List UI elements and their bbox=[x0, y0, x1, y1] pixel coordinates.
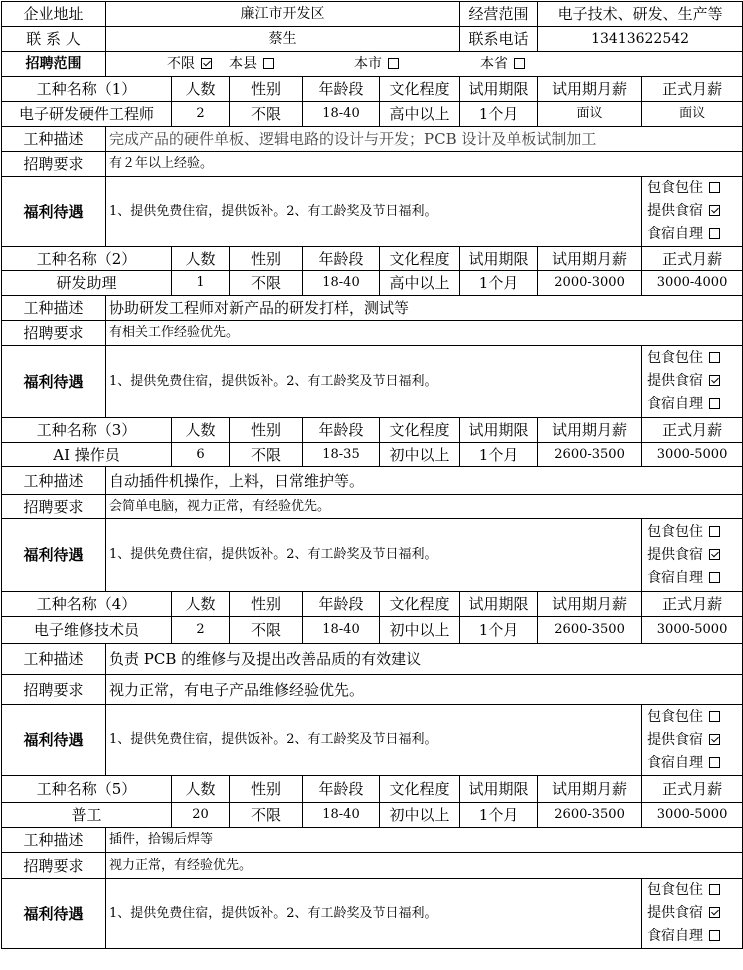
job-count: 6 bbox=[172, 443, 230, 467]
checkbox-icon[interactable] bbox=[709, 526, 720, 537]
job-formal-salary: 3000-5000 bbox=[642, 617, 743, 644]
column-header-age: 年龄段 bbox=[303, 418, 380, 443]
benefit-options bbox=[642, 177, 743, 247]
scope-option-label: 本市 bbox=[354, 55, 382, 72]
benefit-option[interactable] bbox=[645, 200, 739, 223]
job-description-row bbox=[2, 296, 743, 321]
job-trial-salary: 面议 bbox=[538, 102, 642, 127]
scope-option[interactable] bbox=[229, 56, 354, 73]
benefit-option-label: 包食包住 bbox=[647, 180, 704, 196]
benefit-option[interactable] bbox=[645, 902, 739, 925]
job-gender: 不限 bbox=[230, 102, 303, 127]
job-count: 2 bbox=[172, 102, 230, 127]
scope-option[interactable] bbox=[354, 56, 480, 73]
checkbox-icon[interactable] bbox=[709, 757, 720, 768]
job-trial-period: 1个月 bbox=[460, 102, 538, 127]
checked-checkbox-icon[interactable] bbox=[709, 205, 720, 216]
checkbox-icon[interactable] bbox=[709, 352, 720, 363]
description-label: 工种描述 bbox=[2, 467, 106, 495]
benefit-label: 福利待遇 bbox=[2, 346, 106, 418]
benefit-option-label: 提供食宿 bbox=[647, 905, 704, 921]
scope-options bbox=[106, 52, 743, 77]
checked-checkbox-icon[interactable] bbox=[709, 907, 720, 918]
job-title-header: 工种名称（5） bbox=[2, 776, 172, 803]
job-benefit: 1、提供免费住宿，提供饭补。2、有工龄奖及节日福利。 bbox=[106, 879, 642, 949]
column-header-gender: 性别 bbox=[230, 247, 303, 271]
checkbox-icon[interactable] bbox=[709, 572, 720, 583]
benefit-option-label: 包食包住 bbox=[647, 523, 704, 540]
job-formal-salary: 3000-5000 bbox=[642, 443, 743, 467]
column-header-count: 人数 bbox=[172, 247, 230, 271]
column-header-education: 文化程度 bbox=[380, 592, 460, 617]
benefit-option-label: 包食包住 bbox=[647, 350, 704, 366]
column-header-education: 文化程度 bbox=[380, 77, 460, 102]
checkbox-icon[interactable] bbox=[709, 711, 720, 722]
job-benefit-row bbox=[2, 705, 743, 776]
requirement-label: 招聘要求 bbox=[2, 321, 106, 346]
checked-checkbox-icon[interactable] bbox=[709, 549, 720, 560]
job-requirement: 视力正常，有经验优先。 bbox=[106, 853, 743, 879]
job-age: 18-40 bbox=[303, 617, 380, 644]
checked-checkbox-icon[interactable] bbox=[709, 375, 720, 386]
job-requirement-row bbox=[2, 495, 743, 519]
checkbox-icon[interactable] bbox=[388, 58, 399, 69]
checkbox-icon[interactable] bbox=[514, 58, 525, 69]
job-title-header: 工种名称（4） bbox=[2, 592, 172, 617]
job-requirement: 会简单电脑，视力正常，有经验优先。 bbox=[106, 495, 743, 519]
column-header-trial_period: 试用期限 bbox=[460, 247, 538, 271]
benefit-option-label: 提供食宿 bbox=[647, 373, 704, 389]
description-label: 工种描述 bbox=[2, 296, 106, 321]
job-name: 研发助理 bbox=[2, 271, 172, 296]
phone-value: 13413622542 bbox=[538, 27, 743, 52]
column-header-trial_period: 试用期限 bbox=[460, 592, 538, 617]
job-formal-salary: 3000-4000 bbox=[642, 271, 743, 296]
job-header-row bbox=[2, 418, 743, 443]
job-requirement-row bbox=[2, 321, 743, 346]
column-header-education: 文化程度 bbox=[380, 418, 460, 443]
address-value: 廉江市开发区 bbox=[106, 2, 460, 27]
description-label: 工种描述 bbox=[2, 644, 106, 675]
benefit-options bbox=[642, 879, 743, 949]
job-gender: 不限 bbox=[230, 271, 303, 296]
job-trial-salary: 2600-3500 bbox=[538, 617, 642, 644]
job-trial-period: 1个月 bbox=[460, 443, 538, 467]
job-trial-salary: 2600-3500 bbox=[538, 803, 642, 828]
checked-checkbox-icon[interactable] bbox=[201, 58, 212, 69]
column-header-age: 年龄段 bbox=[303, 247, 380, 271]
column-header-age: 年龄段 bbox=[303, 77, 380, 102]
job-education: 初中以上 bbox=[380, 803, 460, 828]
column-header-gender: 性别 bbox=[230, 77, 303, 102]
job-education: 初中以上 bbox=[380, 443, 460, 467]
company-address-row bbox=[2, 2, 743, 27]
job-description: 自动插件机操作，上料，日常维护等。 bbox=[106, 467, 743, 495]
job-description: 协助研发工程师对新产品的研发打样，测试等 bbox=[106, 296, 743, 321]
column-header-age: 年龄段 bbox=[303, 776, 380, 803]
benefit-options bbox=[642, 346, 743, 418]
requirement-label: 招聘要求 bbox=[2, 495, 106, 519]
job-formal-salary: 面议 bbox=[642, 102, 743, 127]
scope-option[interactable] bbox=[167, 56, 229, 73]
benefit-option-label: 食宿自理 bbox=[647, 569, 704, 586]
job-name: AI 操作员 bbox=[2, 443, 172, 467]
job-header-row bbox=[2, 247, 743, 271]
job-benefit-row bbox=[2, 519, 743, 592]
job-description-row bbox=[2, 467, 743, 495]
benefit-options bbox=[642, 519, 743, 592]
benefit-option-label: 提供食宿 bbox=[647, 731, 704, 748]
job-trial-period: 1个月 bbox=[460, 803, 538, 828]
column-header-education: 文化程度 bbox=[380, 776, 460, 803]
job-description: 完成产品的硬件单板、逻辑电路的设计与开发；PCB 设计及单板试制加工 bbox=[106, 127, 743, 152]
benefit-option[interactable] bbox=[645, 752, 739, 775]
job-benefit: 1、提供免费住宿，提供饭补。2、有工龄奖及节日福利。 bbox=[106, 346, 642, 418]
job-education: 高中以上 bbox=[380, 102, 460, 127]
job-age: 18-40 bbox=[303, 271, 380, 296]
job-title-header: 工种名称（2） bbox=[2, 247, 172, 271]
job-benefit: 1、提供免费住宿，提供饭补。2、有工龄奖及节日福利。 bbox=[106, 519, 642, 592]
job-description: 负责 PCB 的维修与及提出改善品质的有效建议 bbox=[106, 644, 743, 675]
job-name: 普工 bbox=[2, 803, 172, 828]
job-requirement: 有２年以上经验。 bbox=[106, 152, 743, 177]
column-header-age: 年龄段 bbox=[303, 592, 380, 617]
job-header-row bbox=[2, 77, 743, 102]
address-label: 企业地址 bbox=[2, 2, 106, 27]
job-description-row bbox=[2, 828, 743, 853]
phone-label: 联系电话 bbox=[460, 27, 538, 52]
checkbox-icon[interactable] bbox=[709, 884, 720, 895]
job-data-row bbox=[2, 617, 743, 644]
column-header-formal_salary: 正式月薪 bbox=[642, 776, 743, 803]
benefit-option-label: 食宿自理 bbox=[647, 226, 704, 242]
job-gender: 不限 bbox=[230, 617, 303, 644]
job-trial-period: 1个月 bbox=[460, 271, 538, 296]
benefit-option[interactable] bbox=[645, 544, 739, 567]
column-header-count: 人数 bbox=[172, 418, 230, 443]
checkbox-icon[interactable] bbox=[709, 398, 720, 409]
column-header-gender: 性别 bbox=[230, 776, 303, 803]
job-gender: 不限 bbox=[230, 803, 303, 828]
benefit-option[interactable] bbox=[645, 177, 739, 200]
job-gender: 不限 bbox=[230, 443, 303, 467]
checkbox-icon[interactable] bbox=[709, 182, 720, 193]
contact-label: 联 系 人 bbox=[2, 27, 106, 52]
scope-option-label: 不限 bbox=[167, 55, 195, 72]
job-age: 18-35 bbox=[303, 443, 380, 467]
column-header-formal_salary: 正式月薪 bbox=[642, 77, 743, 102]
column-header-count: 人数 bbox=[172, 77, 230, 102]
job-benefit: 1、提供免费住宿，提供饭补。2、有工龄奖及节日福利。 bbox=[106, 705, 642, 776]
job-formal-salary: 3000-5000 bbox=[642, 803, 743, 828]
description-label: 工种描述 bbox=[2, 127, 106, 152]
requirement-label: 招聘要求 bbox=[2, 152, 106, 177]
job-age: 18-40 bbox=[303, 803, 380, 828]
benefit-option-label: 包食包住 bbox=[647, 882, 704, 898]
benefit-option[interactable] bbox=[645, 879, 739, 902]
benefit-option[interactable] bbox=[645, 393, 739, 416]
job-requirement-row bbox=[2, 853, 743, 879]
scope-label: 招聘范围 bbox=[2, 52, 106, 77]
benefit-option-label: 食宿自理 bbox=[647, 928, 704, 944]
benefit-label: 福利待遇 bbox=[2, 705, 106, 776]
job-title-header: 工种名称（1） bbox=[2, 77, 172, 102]
job-data-row bbox=[2, 443, 743, 467]
benefit-label: 福利待遇 bbox=[2, 177, 106, 247]
benefit-option-label: 提供食宿 bbox=[647, 203, 704, 219]
benefit-option-label: 食宿自理 bbox=[647, 754, 704, 771]
column-header-gender: 性别 bbox=[230, 592, 303, 617]
column-header-trial_period: 试用期限 bbox=[460, 776, 538, 803]
job-count: 2 bbox=[172, 617, 230, 644]
column-header-count: 人数 bbox=[172, 776, 230, 803]
benefit-option[interactable] bbox=[645, 729, 739, 752]
column-header-trial_salary: 试用期月薪 bbox=[538, 247, 642, 271]
job-trial-salary: 2600-3500 bbox=[538, 443, 642, 467]
benefit-option[interactable] bbox=[645, 370, 739, 393]
column-header-formal_salary: 正式月薪 bbox=[642, 418, 743, 443]
benefit-option-label: 包食包住 bbox=[647, 708, 704, 725]
requirement-label: 招聘要求 bbox=[2, 675, 106, 705]
requirement-label: 招聘要求 bbox=[2, 853, 106, 879]
column-header-trial_salary: 试用期月薪 bbox=[538, 77, 642, 102]
job-header-row bbox=[2, 592, 743, 617]
scope-option-label: 本县 bbox=[229, 55, 257, 72]
business-value: 电子技术、研发、生产等 bbox=[538, 2, 743, 27]
recruitment-form bbox=[1, 1, 743, 949]
checkbox-icon[interactable] bbox=[709, 228, 720, 239]
column-header-formal_salary: 正式月薪 bbox=[642, 592, 743, 617]
job-name: 电子维修技术员 bbox=[2, 617, 172, 644]
job-name: 电子研发硬件工程师 bbox=[2, 102, 172, 127]
job-description-row bbox=[2, 644, 743, 675]
job-age: 18-40 bbox=[303, 102, 380, 127]
job-benefit-row bbox=[2, 177, 743, 247]
column-header-trial_period: 试用期限 bbox=[460, 77, 538, 102]
job-data-row bbox=[2, 271, 743, 296]
benefit-label: 福利待遇 bbox=[2, 519, 106, 592]
benefit-option[interactable] bbox=[645, 925, 739, 948]
business-label: 经营范围 bbox=[460, 2, 538, 27]
benefit-label: 福利待遇 bbox=[2, 879, 106, 949]
job-count: 1 bbox=[172, 271, 230, 296]
column-header-gender: 性别 bbox=[230, 418, 303, 443]
contact-value: 蔡生 bbox=[106, 27, 460, 52]
benefit-options bbox=[642, 705, 743, 776]
benefit-option-label: 食宿自理 bbox=[647, 396, 704, 412]
job-trial-period: 1个月 bbox=[460, 617, 538, 644]
scope-option[interactable] bbox=[480, 56, 606, 73]
job-benefit-row bbox=[2, 879, 743, 949]
column-header-education: 文化程度 bbox=[380, 247, 460, 271]
benefit-option[interactable] bbox=[645, 223, 739, 246]
job-description: 插件，拾锡后焊等 bbox=[106, 828, 743, 853]
job-education: 高中以上 bbox=[380, 271, 460, 296]
job-data-row bbox=[2, 803, 743, 828]
job-title-header: 工种名称（3） bbox=[2, 418, 172, 443]
column-header-trial_salary: 试用期月薪 bbox=[538, 776, 642, 803]
job-requirement: 视力正常，有电子产品维修经验优先。 bbox=[106, 675, 743, 705]
benefit-option[interactable] bbox=[645, 521, 739, 544]
job-education: 初中以上 bbox=[380, 617, 460, 644]
job-requirement-row bbox=[2, 152, 743, 177]
job-data-row bbox=[2, 102, 743, 127]
job-header-row bbox=[2, 776, 743, 803]
benefit-option[interactable] bbox=[645, 706, 739, 729]
column-header-count: 人数 bbox=[172, 592, 230, 617]
job-description-row bbox=[2, 127, 743, 152]
column-header-trial_salary: 试用期月薪 bbox=[538, 418, 642, 443]
column-header-trial_period: 试用期限 bbox=[460, 418, 538, 443]
column-header-trial_salary: 试用期月薪 bbox=[538, 592, 642, 617]
scope-option-label: 本省 bbox=[480, 55, 508, 72]
benefit-option-label: 提供食宿 bbox=[647, 546, 704, 563]
job-count: 20 bbox=[172, 803, 230, 828]
job-requirement: 有相关工作经验优先。 bbox=[106, 321, 743, 346]
job-trial-salary: 2000-3000 bbox=[538, 271, 642, 296]
job-requirement-row bbox=[2, 675, 743, 705]
company-contact-row bbox=[2, 27, 743, 52]
scope-row bbox=[2, 52, 743, 77]
checkbox-icon[interactable] bbox=[709, 930, 720, 941]
description-label: 工种描述 bbox=[2, 828, 106, 853]
column-header-formal_salary: 正式月薪 bbox=[642, 247, 743, 271]
checked-checkbox-icon[interactable] bbox=[709, 734, 720, 745]
checkbox-icon[interactable] bbox=[263, 58, 274, 69]
benefit-option[interactable] bbox=[645, 347, 739, 370]
job-benefit-row bbox=[2, 346, 743, 418]
benefit-option[interactable] bbox=[645, 567, 739, 590]
job-benefit: 1、提供免费住宿，提供饭补。2、有工龄奖及节日福利。 bbox=[106, 177, 642, 247]
